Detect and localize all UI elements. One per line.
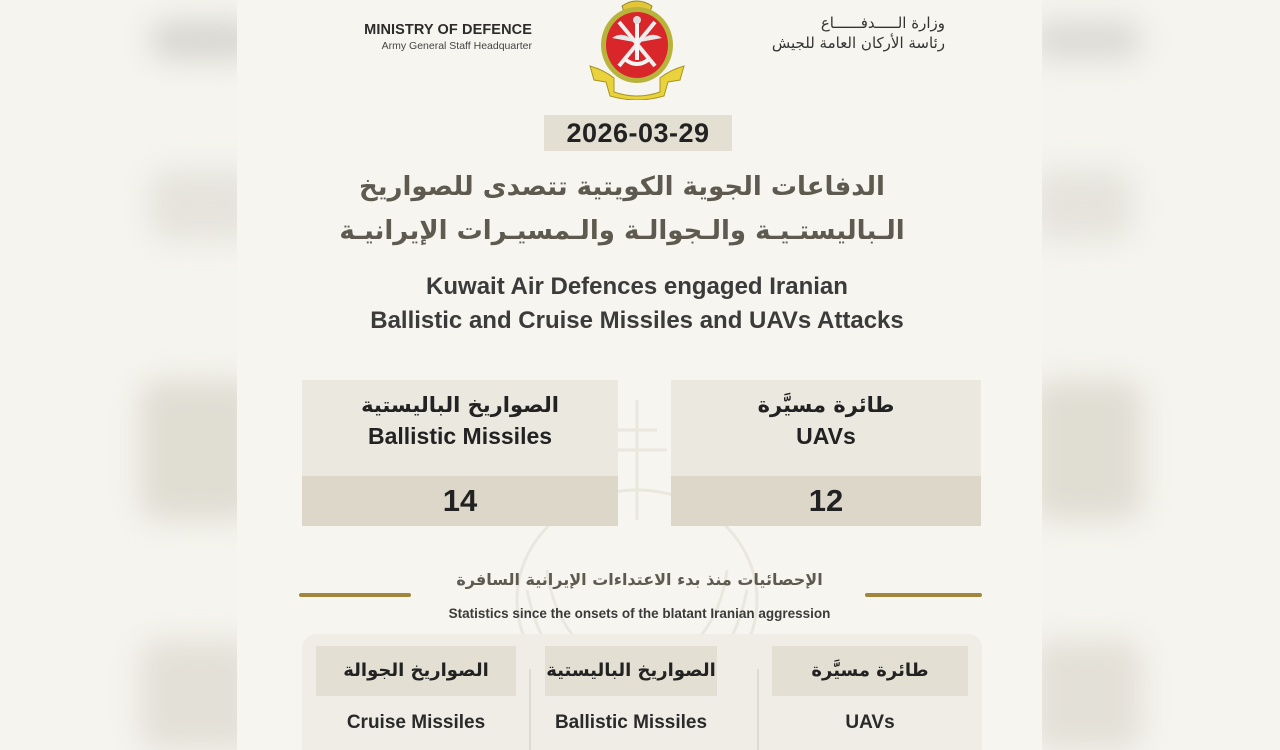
column-header-ar: طائرة مسيَّرة — [772, 646, 968, 696]
column-label-en: Ballistic Missiles — [554, 712, 708, 733]
cumulative-stats-table — [302, 634, 982, 750]
stat-card-uavs — [671, 380, 981, 526]
headline-en-line-2: Ballistic and Cruise Missiles and UAVs Attacks — [370, 307, 904, 334]
column-uavs — [772, 634, 968, 750]
column-divider — [529, 669, 531, 750]
column-label-en: UAVs — [845, 712, 895, 733]
ministry-header-en — [337, 22, 532, 52]
stat-label-ar: الصواريخ الباليستية — [361, 393, 559, 417]
stat-label-ar: طائرة مسيَّرة — [757, 393, 895, 417]
divider-left — [299, 593, 411, 597]
column-ballistic-missiles — [545, 634, 717, 750]
column-divider — [757, 669, 759, 750]
ministry-title-ar: وزارة الـــــدفــــــاع — [820, 14, 945, 32]
ministry-subtitle-ar: رئاسة الأركان العامة للجيش — [771, 34, 945, 52]
column-header-ar: الصواريخ الجوالة — [316, 646, 516, 696]
stat-value: 12 — [671, 476, 981, 526]
column-label-en: Cruise Missiles — [346, 712, 486, 733]
infographic-panel — [237, 0, 1042, 750]
blurred-background-left — [0, 0, 237, 750]
stat-card-ballistic-missiles — [302, 380, 618, 526]
stat-label-en: UAVs — [796, 423, 856, 449]
cumulative-heading-ar: الإحصائيات منذ بدء الاعتداءات الإيرانية السافرة — [456, 570, 823, 589]
headline-ar-line-1: الدفاعات الجوية الكويتية تتصدى للصواريخ — [359, 172, 885, 202]
blurred-background-right — [1042, 0, 1280, 750]
ministry-title: MINISTRY OF DEFENCE — [364, 22, 532, 38]
kuwait-army-emblem-icon — [584, 0, 690, 100]
ministry-header-ar — [745, 14, 945, 52]
stat-value: 14 — [302, 476, 618, 526]
column-header-ar: الصواريخ الباليستية — [545, 646, 717, 696]
column-cruise-missiles — [316, 634, 516, 750]
headline-en — [277, 270, 997, 338]
cumulative-heading-en: Statistics since the onsets of the blatant Iranian aggression — [448, 606, 831, 621]
date-badge: 2026-03-29 — [544, 115, 732, 151]
headline-en-line-1: Kuwait Air Defences engaged Iranian — [426, 273, 848, 300]
headline-ar — [297, 165, 947, 253]
divider-right — [865, 593, 982, 597]
ministry-subtitle: Army General Staff Headquarter — [381, 40, 532, 52]
headline-ar-line-2: الـباليستـيـة والـجوالـة والـمسيـرات الإيرانيـة — [339, 216, 905, 246]
stat-label-en: Ballistic Missiles — [367, 423, 553, 449]
